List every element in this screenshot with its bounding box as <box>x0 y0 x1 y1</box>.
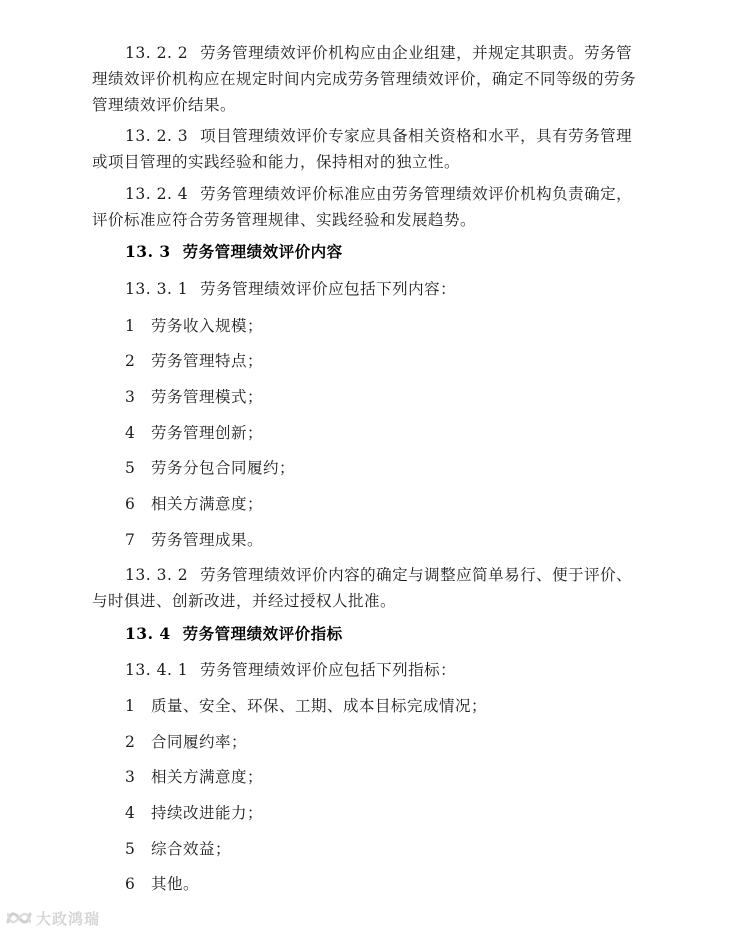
list-item <box>125 420 263 446</box>
list-item-number: 1 <box>125 317 136 335</box>
paragraph-13-4-1 <box>92 657 640 683</box>
section-title: 劳务管理绩效评价指标 <box>182 624 343 643</box>
list-item-number: 5 <box>125 459 136 477</box>
paragraph-13-2-3 <box>92 123 640 175</box>
list-item <box>125 455 295 481</box>
watermark <box>6 904 100 932</box>
list-item <box>125 313 263 339</box>
list-item-number: 5 <box>125 840 136 858</box>
paragraph-13-3-1 <box>92 276 640 302</box>
list-item-text: 合同履约率； <box>151 733 248 751</box>
list-item-text: 劳务管理成果。 <box>151 531 264 549</box>
list-item-text: 其他。 <box>151 875 200 893</box>
list-item-number: 7 <box>125 531 136 549</box>
list-item-number: 3 <box>125 768 136 786</box>
list-item <box>125 764 263 790</box>
list-item <box>125 836 231 862</box>
section-title: 劳务管理绩效评价内容 <box>182 242 343 261</box>
section-heading-13-4 <box>92 621 640 647</box>
list-item-number: 6 <box>125 495 136 513</box>
clause-text: 项目管理绩效评价专家应具备相关资格和水平，具有劳务管理或项目管理的实践经验和能力，保持相对的独立性。 <box>92 127 633 171</box>
section-number: 13. 3 <box>125 242 171 261</box>
list-item <box>125 729 247 755</box>
clause-number: 13. 2. 3 <box>125 127 189 145</box>
watermark-text: 大政鸿瑞 <box>36 909 101 928</box>
list-item-text: 相关方满意度； <box>151 495 264 513</box>
clause-number: 13. 3. 1 <box>125 280 189 298</box>
list-item-number: 1 <box>125 697 136 715</box>
list-item <box>125 527 263 553</box>
list-item <box>125 871 199 897</box>
clause-number: 13. 4. 1 <box>125 661 189 679</box>
list-item-text: 劳务管理模式； <box>151 388 264 406</box>
list-item-number: 6 <box>125 875 136 893</box>
list-item-number: 4 <box>125 424 136 442</box>
clause-number: 13. 2. 2 <box>125 44 189 62</box>
list-item-text: 劳务分包合同履约； <box>151 459 296 477</box>
list-item-text: 劳务管理特点； <box>151 352 264 370</box>
list-item <box>125 693 487 719</box>
section-heading-13-3 <box>92 239 640 265</box>
list-item-text: 质量、安全、环保、工期、成本目标完成情况； <box>151 697 488 715</box>
paragraph-13-3-2 <box>92 562 640 614</box>
list-item-number: 2 <box>125 733 136 751</box>
list-item-text: 持续改进能力； <box>151 804 264 822</box>
section-number: 13. 4 <box>125 624 171 643</box>
clause-text: 劳务管理绩效评价应包括下列指标： <box>200 661 457 679</box>
list-item-number: 3 <box>125 388 136 406</box>
wechat-channel-icon <box>6 908 32 928</box>
list-item <box>125 384 263 410</box>
list-item-number: 4 <box>125 804 136 822</box>
list-item-text: 相关方满意度； <box>151 768 264 786</box>
paragraph-13-2-2 <box>92 40 640 118</box>
clause-text: 劳务管理绩效评价机构应由企业组建，并规定其职责。劳务管理绩效评价机构应在规定时间内完成劳务管理绩效评价，确定不同等级的劳务管理绩效评价结果。 <box>92 44 637 114</box>
clause-text: 劳务管理绩效评价应包括下列内容： <box>200 280 457 298</box>
clause-text: 劳务管理绩效评价内容的确定与调整应简单易行、便于评价、与时俱进、创新改进，并经过授权人批准。 <box>92 566 633 610</box>
list-item-text: 劳务管理创新； <box>151 424 264 442</box>
paragraph-13-2-4 <box>92 181 640 233</box>
clause-text: 劳务管理绩效评价标准应由劳务管理绩效评价机构负责确定，评价标准应符合劳务管理规律、实践经验和发展趋势。 <box>92 185 633 229</box>
list-item-text: 劳务收入规模； <box>151 317 264 335</box>
list-item-number: 2 <box>125 352 136 370</box>
clause-number: 13. 3. 2 <box>125 566 189 584</box>
list-item <box>125 348 263 374</box>
list-item-text: 综合效益； <box>151 840 232 858</box>
list-item <box>125 491 263 517</box>
list-item <box>125 800 263 826</box>
clause-number: 13. 2. 4 <box>125 185 189 203</box>
